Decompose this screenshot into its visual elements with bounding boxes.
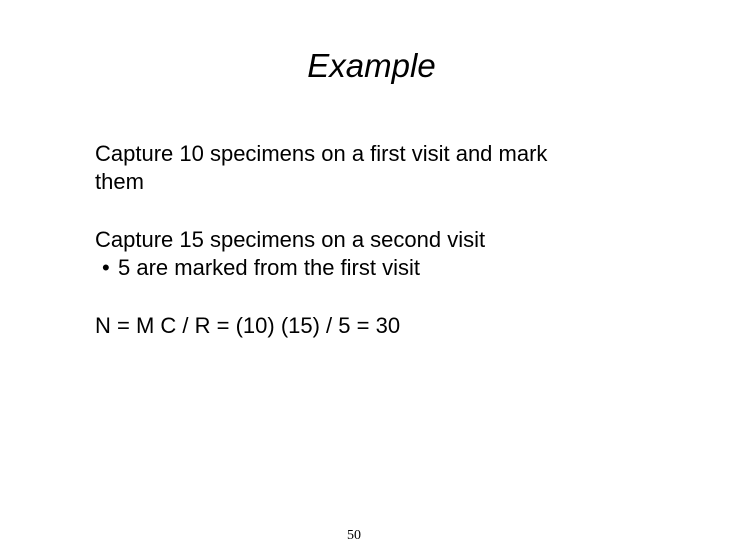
paragraph-capture-first-line-2: them [95,169,144,194]
bullet-item-text: 5 are marked from the first visit [118,255,420,280]
page-number: 50 [347,528,361,543]
bullet-item-marked [95,254,695,282]
formula-line: N = M C / R = (10) (15) / 5 = 30 [95,313,401,338]
paragraph-capture-second: Capture 15 specimens on a second visit [95,227,486,252]
slide-title: Example [307,47,436,84]
paragraph-capture-first [95,140,695,196]
paragraph-capture-first-line-1: Capture 10 specimens on a first visit and mark [95,141,548,166]
slide-body [95,140,695,340]
bullet-dot-icon: • [102,255,110,280]
